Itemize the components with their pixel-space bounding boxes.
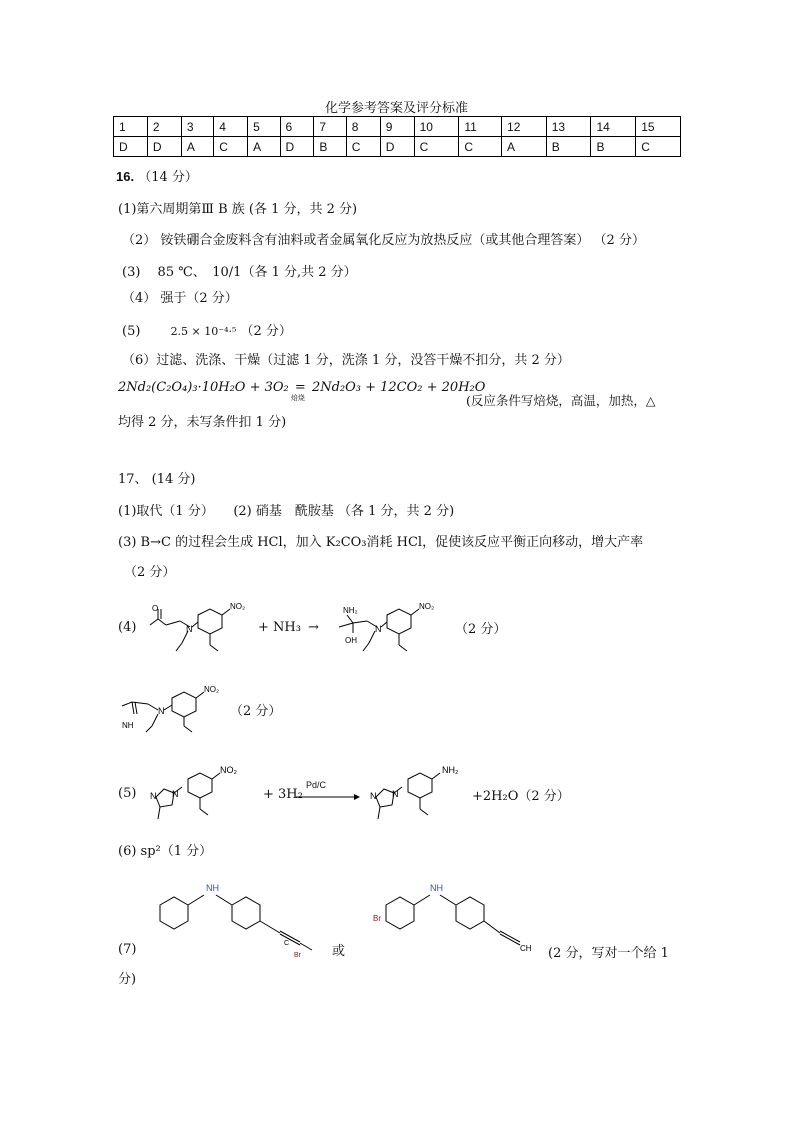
answer-cell: D <box>280 137 314 157</box>
q16-header <box>116 166 198 185</box>
answer-cell: D <box>114 137 148 157</box>
ketone-o-label: O <box>152 604 159 613</box>
question-number-cell: 13 <box>546 117 591 137</box>
catalyst-label: Pd/C <box>306 780 327 790</box>
question-number-cell: 6 <box>280 117 314 137</box>
q17-part4b-score: （2 分） <box>230 704 282 719</box>
amino-label: NH₂ <box>442 765 459 775</box>
n-atom-label: N <box>172 789 179 799</box>
answer-cell: D <box>147 137 181 157</box>
amino-label: NH₂ <box>343 606 358 615</box>
reactant-structure-5 <box>150 755 250 840</box>
q17-header: 17、 (14 分) <box>118 472 196 487</box>
answer-cell: B <box>591 137 636 157</box>
reaction-arrow <box>296 792 360 802</box>
answer-table-answer-row <box>114 137 681 157</box>
q17-part3-score: （2 分） <box>124 565 176 580</box>
answer-structure-7a <box>150 875 330 965</box>
q16-number: 16. <box>116 169 135 184</box>
q17-part4-plus: + NH₃ <box>258 620 301 635</box>
bromine-label: Br <box>373 914 381 923</box>
nitro-group-label: NO₂ <box>204 685 220 694</box>
q17-part5-plus: + 3H₂ <box>263 787 303 802</box>
question-number-cell: 5 <box>248 117 280 137</box>
product-structure-5 <box>370 755 470 840</box>
answer-cell: C <box>459 137 502 157</box>
question-number-cell: 12 <box>502 117 547 137</box>
answer-table <box>113 116 681 157</box>
question-number-cell: 4 <box>214 117 248 137</box>
q16-part2: （2） 铵铁硼合金废料含有油料或者金属氧化反应为放热反应（或其他合理答案） （2 分） <box>122 233 645 248</box>
equation-sign <box>290 380 306 402</box>
nitro-group-label: NO₂ <box>220 765 237 775</box>
question-number-cell: 3 <box>181 117 213 137</box>
q16-part1: (1)第六周期第Ⅲ B 族 (各 1 分，共 2 分) <box>118 202 358 217</box>
question-number-cell: 1 <box>114 117 148 137</box>
equation-left: 2Nd₂(C₂O₄)₃·10H₂O + 3O₂ <box>118 380 289 395</box>
carbon-label: C <box>284 940 290 947</box>
question-number-cell: 15 <box>636 117 681 137</box>
q17-part3: (3) B→C 的过程会生成 HCl，加入 K₂CO₃消耗 HCl，促使该反应平衡正向移动，增大产率 <box>118 535 644 550</box>
answer-cell: B <box>314 137 346 157</box>
q17-part4-arrow: → <box>308 620 319 635</box>
equation-note: (反应条件写焙烧，高温，加热，△ <box>466 393 656 408</box>
q17-part6: (6) sp²（1 分） <box>118 844 213 859</box>
imine-structure <box>120 682 230 742</box>
q16-part4: （4） 强于（2 分） <box>122 291 238 306</box>
q16-part6: （6）过滤、洗涤、干燥（过滤 1 分，洗涤 1 分，没答干燥不扣分，共 2 分） <box>122 353 570 368</box>
q16-part5-score: （2 分） <box>240 324 292 339</box>
equation-condition: 焙烧 <box>290 394 305 402</box>
equation-equals: = <box>294 380 306 395</box>
answer-cell: A <box>248 137 280 157</box>
hydroxyl-label: OH <box>345 636 357 645</box>
nh-label: NH <box>206 883 219 893</box>
answer-cell: A <box>502 137 547 157</box>
q17-part5-label: (5) <box>118 786 137 801</box>
q17-part7-score: (2 分，写对一个给 1 <box>548 946 669 961</box>
equation-note-2: 均得 2 分，未写条件扣 1 分) <box>118 415 287 430</box>
q17-part4-score: （2 分） <box>455 622 507 637</box>
nitro-group-label: NO₂ <box>230 602 246 611</box>
nitro-group-label: NO₂ <box>419 602 435 611</box>
question-number-cell: 11 <box>459 117 502 137</box>
terminal-ch-label: CH <box>520 944 532 953</box>
q16-part5-value: 2.5 × 10⁻⁴·⁵ <box>170 325 237 338</box>
n-atom-label: N <box>150 791 157 801</box>
answer-table-number-row <box>114 117 681 137</box>
bromine-label: Br <box>294 952 301 959</box>
product-structure-4 <box>335 595 445 665</box>
q17-part7-label: (7) <box>118 942 137 957</box>
answer-cell: C <box>414 137 459 157</box>
q16-part5-label: (5) <box>122 324 141 339</box>
answer-cell: C <box>636 137 681 157</box>
n-atom-label: N <box>158 706 165 716</box>
q17-part4-label: (4) <box>118 620 137 635</box>
answer-cell: A <box>181 137 213 157</box>
n-atom-label: N <box>375 624 382 634</box>
question-number-cell: 14 <box>591 117 636 137</box>
or-word: 或 <box>332 944 346 959</box>
answer-structure-7b <box>360 875 550 965</box>
nh-label: NH <box>430 883 443 893</box>
q17-part5-product: +2H₂O（2 分） <box>472 789 570 804</box>
question-number-cell: 7 <box>314 117 346 137</box>
page-title: 化学参考答案及评分标准 <box>324 101 468 116</box>
equation-right: 2Nd₂O₃ + 12CO₂ + 20H₂O <box>311 380 486 395</box>
question-number-cell: 9 <box>380 117 414 137</box>
question-number-cell: 10 <box>414 117 459 137</box>
q16-part3: (3) 85 ℃、 10/1（各 1 分,共 2 分） <box>122 265 357 280</box>
n-atom-label: N <box>186 624 193 634</box>
nh-label: NH <box>122 721 134 730</box>
answer-cell: C <box>214 137 248 157</box>
reactant-structure-4 <box>148 595 253 665</box>
question-number-cell: 8 <box>346 117 380 137</box>
q16-equation <box>118 380 486 402</box>
q17-part7-score-2: 分) <box>118 972 137 987</box>
q17-part1-2: (1)取代（1 分） (2) 硝基 酰胺基 （各 1 分，共 2 分) <box>118 504 455 519</box>
n-atom-label: N <box>392 789 399 799</box>
answer-cell: B <box>546 137 591 157</box>
q16-part5 <box>122 320 292 339</box>
q16-score: （14 分） <box>138 170 198 185</box>
answer-cell: C <box>346 137 380 157</box>
n-atom-label: N <box>370 791 377 801</box>
question-number-cell: 2 <box>147 117 181 137</box>
answer-cell: D <box>380 137 414 157</box>
